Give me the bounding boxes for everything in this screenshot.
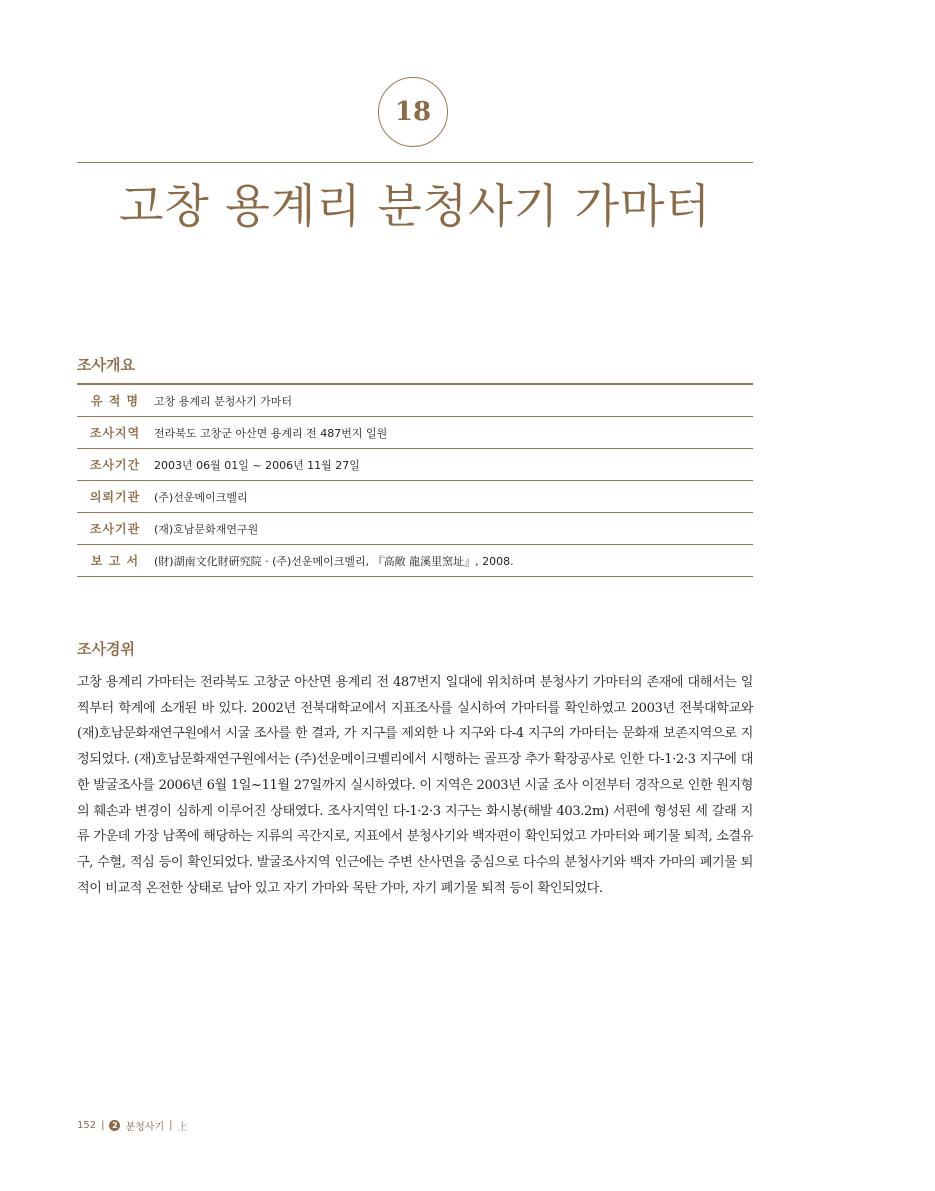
overview-label: 보 고 서 <box>90 554 140 568</box>
chapter-number: 18 <box>394 97 432 127</box>
overview-row-client <box>77 481 753 513</box>
overview-label: 조사지역 <box>89 426 141 440</box>
footer-separator: | <box>169 1120 173 1131</box>
overview-value: 2003년 06월 01일 ~ 2006년 11월 27일 <box>154 458 360 472</box>
overview-label: 의뢰기관 <box>89 490 141 504</box>
overview-label: 유 적 명 <box>90 394 140 408</box>
overview-row-institution <box>77 513 753 545</box>
volume-number-icon: 2 <box>109 1120 120 1131</box>
background-heading: 조사경위 <box>77 640 135 658</box>
overview-value: (재)호남문화재연구원 <box>154 522 259 536</box>
overview-value: 고창 용계리 분청사기 가마터 <box>154 394 293 408</box>
overview-label: 조사기관 <box>89 522 141 536</box>
title-divider <box>77 162 753 163</box>
footer-separator: | <box>101 1120 105 1131</box>
overview-row-site-name <box>77 385 753 417</box>
volume-label: 上 <box>177 1122 188 1133</box>
page-footer <box>77 1118 187 1133</box>
overview-value: (財)湖南文化財硏究院 · (주)선운메이크벨리, 『高敞 龍溪里窯址』, 2008. <box>154 554 514 568</box>
chapter-number-badge <box>378 77 448 147</box>
overview-row-period <box>77 449 753 481</box>
background-paragraph: 고창 용계리 가마터는 전라북도 고창군 아산면 용계리 전 487번지 일대에 위치하며 분청사기 가마터의 존재에 대해서는 일찍부터 학계에 소개된 바 있다. 2002년 전북대학교에서 지표조사를 실시하여 가마터를 확인하였고 2003년 전북대학교와 (재)호남문화재연구원에서 시굴 조사를 한 결과, 가 지구를 제외한 나 지구와 다-4 지구의 가마터는 문화재 보존지역으로 지정되었다. (재)호남문화재연구원에서는 (주)선운메이크벨리에서 시행하는 골프장 추가 확장공사로 인한 다-1·2·3 지구에 대한 발굴조사를 2006년 6월 1일~11월 27일까지 실시하였다. 이 지역은 2003년 시굴 조사 이전부터 경작으로 인한 원지형의 훼손과 변경이 심하게 이루어진 상태였다. 조사지역인 다-1·2·3 지구는 화시봉(해발 403.2m) 서편에 형성된 세 갈래 지류 가운데 가장 남쪽에 해당하는 지류의 곡간지로, 지표에서 분청사기와 백자편이 확인되었고 가마터와 폐기물 퇴적, 소결유구, 수혈, 적심 등이 확인되었다. 발굴조사지역 인근에는 주변 산사면을 중심으로 다수의 분청사기와 백자 가마의 폐기물 퇴적이 비교적 온전한 상태로 남아 있고 자기 가마와 목탄 가마, 자기 폐기물 퇴적 등이 확인되었다. <box>77 675 753 896</box>
overview-value: 전라북도 고창군 아산면 용계리 전 487번지 일원 <box>154 426 388 440</box>
overview-label: 조사기간 <box>89 458 141 472</box>
overview-heading: 조사개요 <box>77 356 135 374</box>
overview-row-report <box>77 545 753 577</box>
overview-row-area <box>77 417 753 449</box>
page-title: 고창 용계리 분청사기 가마터 <box>118 179 712 233</box>
overview-table <box>77 383 753 577</box>
book-title: 분청사기 <box>125 1122 165 1133</box>
overview-value: (주)선운메이크벨리 <box>154 490 248 504</box>
page-number: 152 <box>77 1120 97 1131</box>
